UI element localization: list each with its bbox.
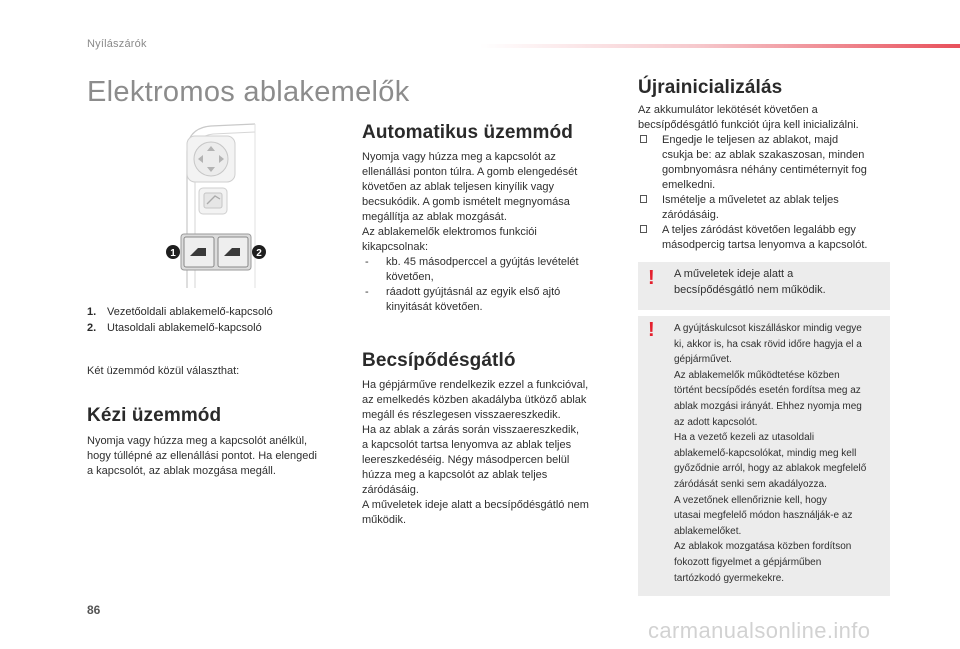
list-item: A teljes záródást követően legalább egy másodpercig tartsa lenyomva a kapcsolót. (638, 223, 908, 253)
caption-item (87, 320, 347, 336)
caption-item (87, 304, 347, 320)
text-line: megáll és részlegesen visszaereszkedik. (362, 409, 561, 421)
caption-text: Utasoldali ablakemelő-kapcsoló (107, 322, 262, 334)
warning-icon: ! (648, 267, 655, 289)
warning-icon: ! (648, 319, 655, 341)
caption-number: 1. (87, 306, 97, 318)
watermark: carmanualsonline.info (648, 618, 871, 643)
text-line: Az akkumulátor lekötését követően a (638, 104, 818, 116)
warning-note (638, 262, 890, 310)
text-line: A műveletek ideje alatt a becsípődésgátló nem (362, 499, 589, 511)
text-line: követően az ablak teljesen kinyílik vagy (362, 181, 554, 193)
page-title: Elektromos ablakemelők (87, 76, 410, 108)
automatic-mode-text (362, 150, 624, 315)
header-accent-bar (480, 44, 960, 48)
text-line: Nyomja vagy húzza meg a kapcsolót az (362, 151, 556, 163)
bullet-icon (640, 195, 647, 203)
bullet-icon (640, 135, 647, 143)
caption-number: 2. (87, 322, 97, 334)
figure-caption (87, 304, 347, 336)
modes-intro: Két üzemmód közül választhat: (87, 365, 240, 377)
deactivation-conditions-list (362, 255, 624, 315)
text-line: Ha az ablak a zárás során visszaereszkedik, (362, 424, 580, 436)
callout-2: 2 (256, 248, 262, 259)
warning-note (638, 316, 890, 596)
manual-mode-text (87, 434, 349, 479)
list-item: Ismételje a műveletet az ablak teljes záródásáig. (638, 193, 908, 223)
text-line: kikapcsolnak: (362, 241, 429, 253)
text-line: az emelkedés közben akadályba ütköző ablak (362, 394, 587, 406)
text-line: becsípődésgátló funkciót újra kell inicializálni. (638, 119, 859, 131)
bullet-icon (640, 225, 647, 233)
text-line: Nyomja vagy húzza meg a kapcsolót anélkül, (87, 435, 308, 447)
anti-pinch-text (362, 378, 624, 528)
text-line: Az ablakemelők elektromos funkciói (362, 226, 537, 238)
text-line: a kapcsolót, az ablak mozgása megáll. (87, 465, 276, 477)
text-line: becsukódik. A gomb ismételt megnyomása (362, 196, 570, 208)
section-header: Nyílászárók (87, 38, 147, 50)
window-switch-illustration (165, 122, 269, 290)
list-item: Engedje le teljesen az ablakot, majd csukja be: az ablak szakaszosan, minden gombnyomásra néhány centiméternyit fog emelkedni. (638, 133, 908, 193)
text-line: megállítja az ablak mozgását. (362, 211, 507, 223)
caption-text: Vezetőoldali ablakemelő-kapcsoló (107, 306, 273, 318)
text-line: hogy túllépné az ellenállási pontot. Ha elengedi (87, 450, 317, 462)
door-panel-drawing (165, 122, 269, 290)
manual-mode-heading: Kézi üzemmód (87, 405, 222, 426)
text-line: a kapcsolót tartsa lenyomva az ablak teljes (362, 439, 572, 451)
list-item: - kb. 45 másodperccel a gyújtás levételét követően, (362, 255, 624, 285)
text-line: záródásáig. (362, 484, 419, 496)
reinit-heading: Újrainicializálás (638, 77, 783, 98)
text-line: működik. (362, 514, 407, 526)
automatic-mode-heading: Automatikus üzemmód (362, 122, 573, 143)
reinit-text (638, 103, 908, 253)
warning-text: A gyújtáskulcsot kiszálláskor mindig vegye ki, akkor is, ha csak rövid időre hagyja el a gépjárművet. Az ablakemelők működtetése közben történt becsípődés esetén fordítsa meg az ablak mozgási irányát. Ehhez nyomja meg az adott kapcsolót. Ha a vezető kezeli az utasoldali ablakemelő-kapcsolókat, mindig meg kell győződnie arról, hogy az ablakok megfelelő záródását senki sem akadályozza. A vezetőnek ellenőriznie kell, hogy utasai megfelelő módon használják-e az ablakemelőket. Az ablakok mozgatása közben fordítson fokozott figyelmet a gépjárműben tartózkodó gyermekekre. (674, 323, 867, 584)
text-line: Ha gépjárműve rendelkezik ezzel a funkcióval, (362, 379, 589, 391)
text-line: leereszkedéséig. Négy másodpercen belül (362, 454, 570, 466)
list-item: - ráadott gyújtásnál az egyik első ajtó kinyitását követően. (362, 285, 624, 315)
page-number: 86 (87, 603, 101, 617)
text-line: ellenállási ponton túlra. A gomb elengedését (362, 166, 578, 178)
anti-pinch-heading: Becsípődésgátló (362, 350, 516, 371)
text-line: húzza meg a kapcsolót az ablak teljes (362, 469, 548, 481)
callout-1: 1 (170, 248, 176, 259)
reinit-steps-list (638, 133, 908, 253)
warning-text: A műveletek ideje alatt a becsípődésgátló nem működik. (674, 268, 826, 296)
